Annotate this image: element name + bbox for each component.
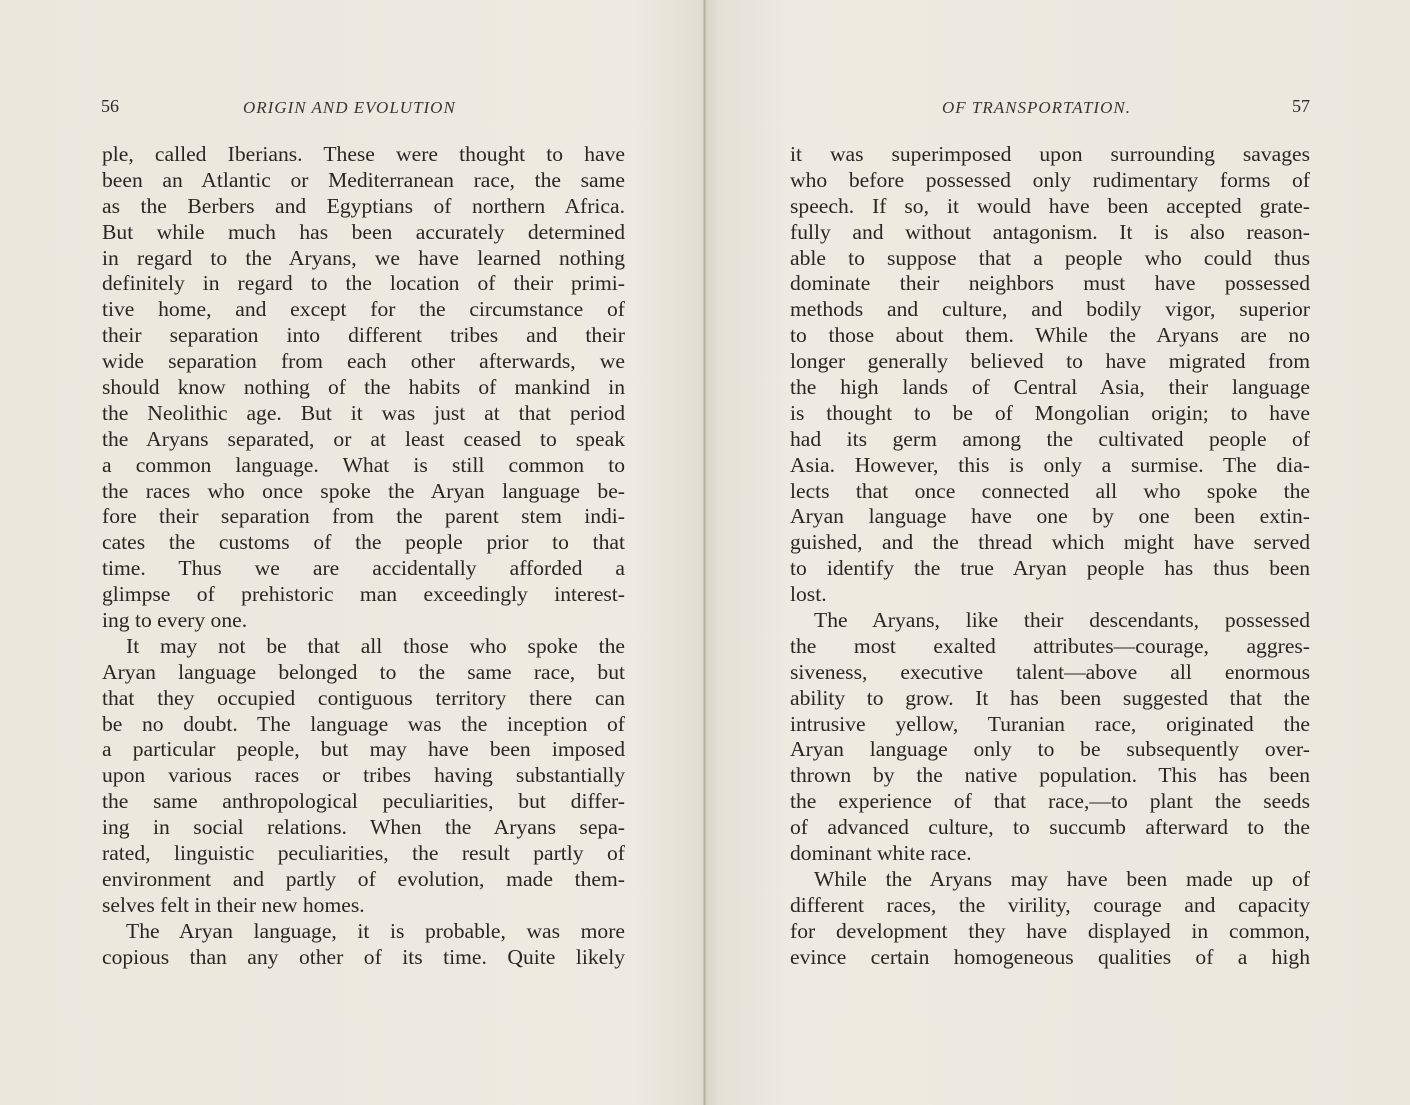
text-line: fore their separation from the parent stem indi-: [102, 504, 625, 529]
text-line: speech. If so, it would have been accepted grate-: [790, 193, 1310, 218]
text-line: as the Berbers and Egyptians of northern Africa.: [102, 193, 625, 218]
text-line: rated, linguistic peculiarities, the result partly of: [102, 841, 625, 866]
running-head: ORIGIN AND EVOLUTION: [243, 98, 456, 117]
text-line: ing in social relations. When the Aryans sepa-: [102, 815, 625, 840]
text-line: Aryan language have one by one been extin-: [790, 504, 1310, 529]
text-line: Aryan language only to be subsequently over-: [790, 737, 1310, 762]
right-page: [706, 0, 1410, 1105]
text-line: fully and without antagonism. It is also reason-: [790, 219, 1310, 244]
text-line: different races, the virility, courage and capacity: [790, 892, 1310, 917]
text-line: to identify the true Aryan people has thus been: [790, 556, 1310, 581]
text-line: ability to grow. It has been suggested that the: [790, 685, 1310, 710]
text-line: dominate their neighbors must have possessed: [790, 271, 1310, 296]
text-line: upon various races or tribes having substantially: [102, 763, 625, 788]
text-line: who before possessed only rudimentary forms of: [790, 167, 1310, 192]
text-line: time. Thus we are accidentally afforded a: [102, 556, 625, 581]
text-line: lects that once connected all who spoke the: [790, 478, 1310, 503]
text-line: a common language. What is still common to: [102, 452, 625, 477]
text-line: the races who once spoke the Aryan language be-: [102, 478, 625, 503]
text-line: a particular people, but may have been imposed: [102, 737, 625, 762]
text-line: the Aryans separated, or at least ceased to speak: [102, 426, 625, 451]
text-line: environment and partly of evolution, made them-: [102, 866, 625, 891]
text-line: the experience of that race,—to plant the seeds: [790, 789, 1310, 814]
text-line: of advanced culture, to succumb afterward to the: [790, 815, 1310, 840]
text-line: be no doubt. The language was the inception of: [102, 711, 625, 736]
text-line: cates the customs of the people prior to that: [102, 530, 625, 555]
text-line: Aryan language belonged to the same race, but: [102, 659, 625, 684]
text-line: had its germ among the cultivated people of: [790, 426, 1310, 451]
text-line: The Aryan language, it is probable, was more: [126, 918, 625, 943]
page-number: 57: [1292, 96, 1310, 116]
text-line: glimpse of prehistoric man exceedingly interest-: [102, 582, 625, 607]
text-line: Asia. However, this is only a surmise. The dia-: [790, 452, 1310, 477]
text-line: ple, called Iberians. These were thought to have: [102, 142, 625, 166]
text-line: copious than any other of its time. Quite likely: [102, 944, 625, 969]
text-line: intrusive yellow, Turanian race, originated the: [790, 711, 1310, 736]
text-line: for development they have displayed in common,: [790, 918, 1310, 943]
text-line: able to suppose that a people who could thus: [790, 245, 1310, 270]
left-page: [0, 0, 703, 1105]
text-line: should know nothing of the habits of mankind in: [102, 375, 625, 400]
text-line: dominant white race.: [790, 841, 972, 866]
text-line: evince certain homogeneous qualities of a high: [790, 944, 1310, 969]
page-number: 56: [101, 96, 119, 116]
text-line: been an Atlantic or Mediterranean race, the same: [102, 167, 625, 192]
text-line: selves felt in their new homes.: [102, 892, 365, 917]
text-line: tive home, and except for the circumstance of: [102, 297, 625, 322]
text-line: The Aryans, like their descendants, possessed: [814, 608, 1310, 633]
text-line: definitely in regard to the location of their primi-: [102, 271, 625, 296]
text-line: guished, and the thread which might have served: [790, 530, 1310, 555]
text-line: in regard to the Aryans, we have learned nothing: [102, 245, 625, 270]
text-line: wide separation from each other afterwards, we: [102, 349, 625, 374]
body-text: [790, 142, 1310, 971]
text-line: the most exalted attributes—courage, aggres-: [790, 633, 1310, 658]
body-text: [102, 142, 625, 971]
text-line: It may not be that all those who spoke the: [126, 633, 625, 658]
text-line: the high lands of Central Asia, their language: [790, 375, 1310, 400]
text-line: that they occupied contiguous territory there can: [102, 685, 625, 710]
text-line: methods and culture, and bodily vigor, superior: [790, 297, 1310, 322]
text-line: lost.: [790, 582, 827, 607]
text-line: siveness, executive talent—above all enormous: [790, 659, 1310, 684]
text-line: ing to every one.: [102, 608, 248, 633]
text-line: thrown by the native population. This has been: [790, 763, 1310, 788]
text-line: the Neolithic age. But it was just at that period: [102, 400, 625, 425]
text-line: their separation into different tribes and their: [102, 323, 625, 348]
text-line: it was superimposed upon surrounding savages: [790, 142, 1310, 166]
text-line: to those about them. While the Aryans are no: [790, 323, 1310, 348]
text-line: But while much has been accurately determined: [102, 219, 625, 244]
text-line: the same anthropological peculiarities, but differ-: [102, 789, 625, 814]
text-line: While the Aryans may have been made up of: [814, 866, 1310, 891]
text-line: longer generally believed to have migrated from: [790, 349, 1310, 374]
text-line: is thought to be of Mongolian origin; to have: [790, 400, 1310, 425]
running-head: OF TRANSPORTATION.: [942, 98, 1131, 117]
